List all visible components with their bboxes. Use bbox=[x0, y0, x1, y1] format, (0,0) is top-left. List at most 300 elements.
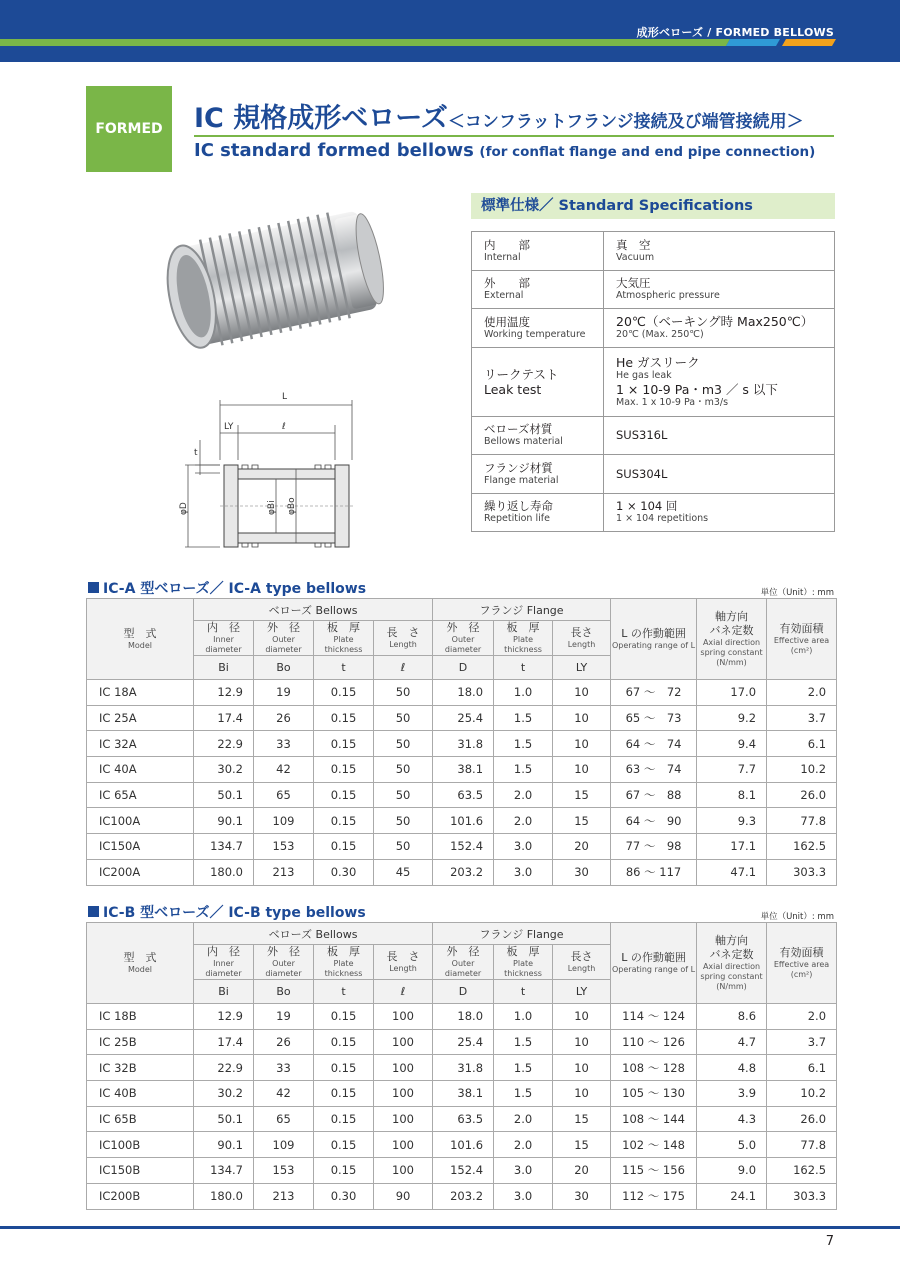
col-area-jp: 有効面積 bbox=[779, 622, 824, 635]
cell-operating-range: 77 ～ 98 bbox=[611, 834, 697, 860]
cell-operating-range: 105 ～ 130 bbox=[611, 1081, 697, 1107]
col-group-flange: フランジ Flange bbox=[433, 599, 611, 621]
col-group-flange: フランジ Flange bbox=[433, 923, 611, 945]
table-a-unit: 単位（Unit）: mm bbox=[760, 588, 834, 598]
cell-flange-outer: 63.5 bbox=[433, 1106, 494, 1132]
cell-flange-outer: 18.0 bbox=[433, 1004, 494, 1030]
cell-length: 100 bbox=[374, 1029, 433, 1055]
table-row bbox=[87, 1055, 837, 1081]
cell-flange-length: 10 bbox=[553, 731, 611, 757]
sym-d: D bbox=[433, 980, 494, 1004]
spec-label-jp: 外 部 bbox=[484, 276, 530, 291]
cell-effective-area: 6.1 bbox=[767, 731, 837, 757]
table-b-title bbox=[88, 902, 366, 922]
cell-operating-range: 108 ～ 144 bbox=[611, 1106, 697, 1132]
cell-length: 45 bbox=[374, 859, 433, 885]
sym-t2: t bbox=[494, 656, 553, 680]
spec-row-temperature bbox=[472, 309, 835, 348]
cell-plate-thickness: 0.15 bbox=[314, 834, 374, 860]
cell-spring-constant: 3.9 bbox=[697, 1081, 767, 1107]
cell-flange-length: 15 bbox=[553, 1106, 611, 1132]
formed-badge: FORMED bbox=[86, 86, 172, 172]
cell-operating-range: 67 ～ 72 bbox=[611, 680, 697, 706]
cell-length: 50 bbox=[374, 834, 433, 860]
sym-t: t bbox=[314, 656, 374, 680]
cell-model: IC100B bbox=[87, 1132, 194, 1158]
col-spring-en: Axial direction spring constant (N/mm) bbox=[700, 962, 763, 991]
square-icon bbox=[88, 906, 99, 917]
spec-value-jp: 真 空 bbox=[616, 237, 651, 252]
cell-flange-outer: 18.0 bbox=[433, 680, 494, 706]
col-outer-en: Outer diameter bbox=[265, 959, 302, 978]
cell-inner-diameter: 50.1 bbox=[194, 1106, 254, 1132]
cell-effective-area: 77.8 bbox=[767, 1132, 837, 1158]
col-range-jp: L の作動範囲 bbox=[621, 627, 686, 640]
cell-operating-range: 63 ～ 74 bbox=[611, 757, 697, 783]
title-en-main: IC standard formed bellows bbox=[194, 140, 474, 161]
cell-plate-thickness: 0.15 bbox=[314, 782, 374, 808]
col-area-jp: 有効面積 bbox=[779, 946, 824, 959]
dim-d-label: φD bbox=[179, 502, 189, 515]
title-rule bbox=[194, 135, 834, 137]
dim-l-label: L bbox=[282, 392, 288, 402]
cell-flange-length: 20 bbox=[553, 1158, 611, 1184]
dim-ell-label: ℓ bbox=[282, 422, 286, 432]
section-label: 成形ベローズ / FORMED BELLOWS bbox=[636, 26, 834, 39]
cell-flange-length: 10 bbox=[553, 1081, 611, 1107]
col-f-length-jp: 長さ bbox=[570, 950, 593, 963]
cell-spring-constant: 47.1 bbox=[697, 859, 767, 885]
spec-label-jp: リークテスト bbox=[484, 366, 559, 382]
table-row bbox=[87, 757, 837, 783]
bellows-photo bbox=[140, 190, 400, 370]
spec-label-en: Flange material bbox=[484, 474, 559, 486]
cell-effective-area: 10.2 bbox=[767, 1081, 837, 1107]
col-f-plate bbox=[494, 945, 553, 980]
cell-model: IC 65A bbox=[87, 782, 194, 808]
sym-bi: Bi bbox=[194, 980, 254, 1004]
sym-bi: Bi bbox=[194, 656, 254, 680]
col-range bbox=[611, 599, 697, 680]
cell-outer-diameter: 109 bbox=[254, 1132, 314, 1158]
cell-flange-outer: 101.6 bbox=[433, 1132, 494, 1158]
cell-inner-diameter: 134.7 bbox=[194, 1158, 254, 1184]
cell-flange-outer: 101.6 bbox=[433, 808, 494, 834]
col-f-length-en: Length bbox=[567, 640, 596, 649]
spec-label-jp: フランジ材質 bbox=[484, 460, 553, 475]
cell-plate-thickness: 0.15 bbox=[314, 757, 374, 783]
dimension-drawing bbox=[170, 385, 370, 555]
cell-length: 50 bbox=[374, 757, 433, 783]
col-f-outer-jp: 外 径 bbox=[446, 945, 480, 958]
table-b bbox=[86, 922, 837, 1210]
cell-flange-thickness: 3.0 bbox=[494, 1158, 553, 1184]
cell-flange-length: 10 bbox=[553, 680, 611, 706]
table-b-unit: 単位（Unit）: mm bbox=[760, 912, 834, 922]
col-outer-jp: 外 径 bbox=[267, 945, 300, 958]
table-row bbox=[87, 705, 837, 731]
cell-operating-range: 86 ～ 117 bbox=[611, 859, 697, 885]
col-f-length-en: Length bbox=[567, 964, 596, 973]
col-plate-jp: 板 厚 bbox=[327, 945, 360, 958]
col-model-jp: 型 式 bbox=[123, 627, 157, 640]
cell-outer-diameter: 33 bbox=[254, 731, 314, 757]
cell-inner-diameter: 180.0 bbox=[194, 859, 254, 885]
cell-effective-area: 26.0 bbox=[767, 1106, 837, 1132]
table-row bbox=[87, 808, 837, 834]
cell-operating-range: 67 ～ 88 bbox=[611, 782, 697, 808]
col-length bbox=[374, 621, 433, 656]
col-area-en: Effective area (cm²) bbox=[773, 636, 830, 655]
spec-row-flange-material bbox=[472, 455, 835, 494]
col-model bbox=[87, 923, 194, 1004]
cell-operating-range: 108 ～ 128 bbox=[611, 1055, 697, 1081]
col-outer-en: Outer diameter bbox=[265, 635, 302, 654]
col-inner-en: Inner diameter bbox=[205, 635, 242, 654]
cell-flange-length: 20 bbox=[553, 834, 611, 860]
sym-d: D bbox=[433, 656, 494, 680]
cell-effective-area: 77.8 bbox=[767, 808, 837, 834]
table-row bbox=[87, 782, 837, 808]
table-a-title bbox=[88, 578, 366, 598]
cell-effective-area: 3.7 bbox=[767, 705, 837, 731]
col-f-outer bbox=[433, 945, 494, 980]
cell-length: 90 bbox=[374, 1183, 433, 1209]
cell-outer-diameter: 153 bbox=[254, 834, 314, 860]
col-inner bbox=[194, 945, 254, 980]
table-row bbox=[87, 1004, 837, 1030]
sym-ly: LY bbox=[553, 656, 611, 680]
col-outer bbox=[254, 621, 314, 656]
col-length-jp: 長 さ bbox=[386, 626, 420, 639]
cell-effective-area: 10.2 bbox=[767, 757, 837, 783]
cell-model: IC 25B bbox=[87, 1029, 194, 1055]
spec-value-jp: 1 × 104 回 bbox=[616, 499, 678, 514]
cell-inner-diameter: 180.0 bbox=[194, 1183, 254, 1209]
page-title-jp bbox=[194, 96, 804, 135]
sym-l: ℓ bbox=[374, 656, 433, 680]
cell-effective-area: 303.3 bbox=[767, 1183, 837, 1209]
cell-plate-thickness: 0.30 bbox=[314, 859, 374, 885]
cell-effective-area: 3.7 bbox=[767, 1029, 837, 1055]
cell-inner-diameter: 17.4 bbox=[194, 705, 254, 731]
cell-plate-thickness: 0.15 bbox=[314, 1158, 374, 1184]
cell-operating-range: 112 ～ 175 bbox=[611, 1183, 697, 1209]
cell-length: 50 bbox=[374, 808, 433, 834]
cell-spring-constant: 7.7 bbox=[697, 757, 767, 783]
table-a bbox=[86, 598, 837, 886]
spec-row-bellows-material bbox=[472, 416, 835, 455]
table-row bbox=[87, 1029, 837, 1055]
spec-value-jp: SUS316L bbox=[616, 428, 668, 443]
cell-plate-thickness: 0.15 bbox=[314, 1132, 374, 1158]
sym-bo: Bo bbox=[254, 656, 314, 680]
cell-operating-range: 114 ～ 124 bbox=[611, 1004, 697, 1030]
cell-inner-diameter: 90.1 bbox=[194, 1132, 254, 1158]
cell-length: 100 bbox=[374, 1081, 433, 1107]
cell-plate-thickness: 0.15 bbox=[314, 1081, 374, 1107]
spec-row-repetition-life bbox=[472, 493, 835, 532]
col-plate bbox=[314, 621, 374, 656]
col-model-jp: 型 式 bbox=[123, 951, 157, 964]
cell-spring-constant: 9.0 bbox=[697, 1158, 767, 1184]
cell-effective-area: 2.0 bbox=[767, 1004, 837, 1030]
cell-outer-diameter: 65 bbox=[254, 782, 314, 808]
cell-flange-thickness: 3.0 bbox=[494, 859, 553, 885]
col-length-en: Length bbox=[389, 964, 417, 973]
col-area bbox=[767, 599, 837, 680]
spec-row-external bbox=[472, 270, 835, 309]
cell-model: IC 18A bbox=[87, 680, 194, 706]
spec-value-en: He gas leak bbox=[616, 369, 672, 381]
table-a-body bbox=[87, 680, 837, 886]
cell-operating-range: 110 ～ 126 bbox=[611, 1029, 697, 1055]
cell-length: 100 bbox=[374, 1158, 433, 1184]
spec-value-en: 20℃ (Max. 250℃) bbox=[616, 329, 704, 341]
col-f-plate-en: Plate thickness bbox=[504, 635, 542, 654]
col-f-length-jp: 長さ bbox=[570, 626, 593, 639]
cell-flange-thickness: 3.0 bbox=[494, 834, 553, 860]
col-group-bellows: ベローズ Bellows bbox=[194, 923, 433, 945]
spec-table bbox=[471, 231, 835, 532]
spec-label-en: Leak test bbox=[484, 381, 542, 397]
cell-flange-outer: 203.2 bbox=[433, 859, 494, 885]
title-jp-main: IC 規格成形ベローズ bbox=[194, 103, 448, 134]
cell-flange-thickness: 2.0 bbox=[494, 782, 553, 808]
spec-value-en: Vacuum bbox=[616, 251, 655, 263]
cell-spring-constant: 5.0 bbox=[697, 1132, 767, 1158]
table-row bbox=[87, 859, 837, 885]
cell-outer-diameter: 42 bbox=[254, 757, 314, 783]
cell-spring-constant: 4.8 bbox=[697, 1055, 767, 1081]
col-f-plate bbox=[494, 621, 553, 656]
cell-length: 50 bbox=[374, 731, 433, 757]
cell-outer-diameter: 153 bbox=[254, 1158, 314, 1184]
cell-outer-diameter: 26 bbox=[254, 1029, 314, 1055]
cell-spring-constant: 9.3 bbox=[697, 808, 767, 834]
spec-label-en: Internal bbox=[484, 251, 521, 263]
spec-row-leak-test bbox=[472, 347, 835, 416]
col-model bbox=[87, 599, 194, 680]
cell-flange-outer: 63.5 bbox=[433, 782, 494, 808]
cell-inner-diameter: 50.1 bbox=[194, 782, 254, 808]
table-row bbox=[87, 834, 837, 860]
col-inner-jp: 内 径 bbox=[207, 621, 240, 634]
cell-inner-diameter: 12.9 bbox=[194, 680, 254, 706]
col-f-outer-en: Outer diameter bbox=[444, 959, 482, 978]
cell-flange-length: 15 bbox=[553, 1132, 611, 1158]
cell-flange-thickness: 2.0 bbox=[494, 1132, 553, 1158]
cell-plate-thickness: 0.15 bbox=[314, 1004, 374, 1030]
cell-flange-outer: 25.4 bbox=[433, 705, 494, 731]
cell-plate-thickness: 0.15 bbox=[314, 731, 374, 757]
col-f-outer-jp: 外 径 bbox=[446, 621, 480, 634]
page-number: 7 bbox=[825, 1234, 834, 1249]
sym-t2: t bbox=[494, 980, 553, 1004]
spec-value-jp2: 1 × 10-9 Pa・m3 ／ s 以下 bbox=[616, 381, 778, 397]
col-inner-jp: 内 径 bbox=[207, 945, 240, 958]
col-f-outer-en: Outer diameter bbox=[444, 635, 482, 654]
cell-flange-thickness: 1.5 bbox=[494, 1029, 553, 1055]
table-row bbox=[87, 1158, 837, 1184]
cell-length: 100 bbox=[374, 1106, 433, 1132]
cell-model: IC 32B bbox=[87, 1055, 194, 1081]
cell-length: 50 bbox=[374, 782, 433, 808]
cell-effective-area: 162.5 bbox=[767, 1158, 837, 1184]
spec-value-jp: 20℃（ベーキング時 Max250℃） bbox=[616, 314, 814, 330]
table-row bbox=[87, 1081, 837, 1107]
col-length-jp: 長 さ bbox=[386, 950, 420, 963]
col-spring-jp2: バネ定数 bbox=[709, 948, 754, 961]
cell-flange-outer: 152.4 bbox=[433, 1158, 494, 1184]
spec-row-internal bbox=[472, 232, 835, 271]
title-jp-sub: ＜コンフラットフランジ接続及び端管接続用＞ bbox=[447, 112, 804, 132]
spec-label-jp: ベローズ材質 bbox=[484, 422, 553, 437]
cell-spring-constant: 17.0 bbox=[697, 680, 767, 706]
col-group-bellows: ベローズ Bellows bbox=[194, 599, 433, 621]
cell-effective-area: 162.5 bbox=[767, 834, 837, 860]
sym-l: ℓ bbox=[374, 980, 433, 1004]
cell-flange-thickness: 1.0 bbox=[494, 680, 553, 706]
cell-flange-outer: 203.2 bbox=[433, 1183, 494, 1209]
cell-plate-thickness: 0.15 bbox=[314, 705, 374, 731]
table-row bbox=[87, 731, 837, 757]
cell-flange-outer: 25.4 bbox=[433, 1029, 494, 1055]
cell-inner-diameter: 17.4 bbox=[194, 1029, 254, 1055]
cell-flange-length: 10 bbox=[553, 1004, 611, 1030]
cell-spring-constant: 4.7 bbox=[697, 1029, 767, 1055]
spec-value-jp: 大気圧 bbox=[616, 276, 651, 291]
header-band bbox=[0, 0, 900, 62]
cell-plate-thickness: 0.15 bbox=[314, 1029, 374, 1055]
cell-flange-thickness: 1.5 bbox=[494, 705, 553, 731]
cell-plate-thickness: 0.15 bbox=[314, 1055, 374, 1081]
cell-model: IC200B bbox=[87, 1183, 194, 1209]
page-title-en bbox=[194, 140, 815, 161]
col-plate-en: Plate thickness bbox=[324, 635, 363, 654]
col-range bbox=[611, 923, 697, 1004]
cell-outer-diameter: 65 bbox=[254, 1106, 314, 1132]
cell-flange-thickness: 1.5 bbox=[494, 731, 553, 757]
cell-outer-diameter: 19 bbox=[254, 680, 314, 706]
cell-operating-range: 102 ～ 148 bbox=[611, 1132, 697, 1158]
cell-flange-thickness: 1.5 bbox=[494, 1081, 553, 1107]
cell-length: 50 bbox=[374, 705, 433, 731]
cell-model: IC150A bbox=[87, 834, 194, 860]
col-f-length bbox=[553, 621, 611, 656]
table-b-body bbox=[87, 1004, 837, 1210]
cell-inner-diameter: 22.9 bbox=[194, 1055, 254, 1081]
col-plate-jp: 板 厚 bbox=[327, 621, 360, 634]
col-spring-jp1: 軸方向 bbox=[715, 934, 749, 947]
col-spring bbox=[697, 599, 767, 680]
cell-outer-diameter: 26 bbox=[254, 705, 314, 731]
cell-operating-range: 65 ～ 73 bbox=[611, 705, 697, 731]
cell-flange-length: 30 bbox=[553, 859, 611, 885]
cell-model: IC200A bbox=[87, 859, 194, 885]
col-outer-jp: 外 径 bbox=[267, 621, 300, 634]
cell-model: IC 40A bbox=[87, 757, 194, 783]
spec-value-en: 1 × 104 repetitions bbox=[616, 513, 709, 525]
cell-flange-length: 30 bbox=[553, 1183, 611, 1209]
col-plate bbox=[314, 945, 374, 980]
spec-label-jp: 使用温度 bbox=[484, 314, 530, 329]
cell-spring-constant: 8.1 bbox=[697, 782, 767, 808]
dim-bo-label: φBo bbox=[287, 497, 297, 515]
cell-spring-constant: 24.1 bbox=[697, 1183, 767, 1209]
cell-model: IC 32A bbox=[87, 731, 194, 757]
cell-spring-constant: 9.4 bbox=[697, 731, 767, 757]
cell-outer-diameter: 19 bbox=[254, 1004, 314, 1030]
cell-spring-constant: 4.3 bbox=[697, 1106, 767, 1132]
col-model-en: Model bbox=[127, 641, 153, 650]
table-row bbox=[87, 1132, 837, 1158]
cell-plate-thickness: 0.15 bbox=[314, 808, 374, 834]
cell-length: 100 bbox=[374, 1055, 433, 1081]
header-stripe bbox=[0, 39, 900, 46]
cell-outer-diameter: 213 bbox=[254, 1183, 314, 1209]
spec-label-en: Repetition life bbox=[484, 513, 550, 525]
spec-label-en: Working temperature bbox=[484, 328, 586, 340]
spec-label-en: External bbox=[484, 290, 524, 302]
col-spring-jp1: 軸方向 bbox=[715, 610, 749, 623]
cell-operating-range: 115 ～ 156 bbox=[611, 1158, 697, 1184]
cell-outer-diameter: 213 bbox=[254, 859, 314, 885]
cell-inner-diameter: 22.9 bbox=[194, 731, 254, 757]
cell-flange-outer: 38.1 bbox=[433, 1081, 494, 1107]
cell-plate-thickness: 0.30 bbox=[314, 1183, 374, 1209]
col-f-outer bbox=[433, 621, 494, 656]
cell-operating-range: 64 ～ 90 bbox=[611, 808, 697, 834]
cell-length: 100 bbox=[374, 1004, 433, 1030]
col-model-en: Model bbox=[127, 965, 153, 974]
cell-flange-length: 15 bbox=[553, 808, 611, 834]
spec-label-jp: 内 部 bbox=[484, 237, 530, 252]
cell-flange-thickness: 1.5 bbox=[494, 757, 553, 783]
col-spring-jp2: バネ定数 bbox=[709, 624, 754, 637]
cell-flange-outer: 152.4 bbox=[433, 834, 494, 860]
cell-flange-thickness: 1.5 bbox=[494, 1055, 553, 1081]
sym-ly: LY bbox=[553, 980, 611, 1004]
cell-flange-length: 15 bbox=[553, 782, 611, 808]
cell-flange-thickness: 3.0 bbox=[494, 1183, 553, 1209]
col-f-length bbox=[553, 945, 611, 980]
cell-spring-constant: 8.6 bbox=[697, 1004, 767, 1030]
cell-flange-thickness: 2.0 bbox=[494, 1106, 553, 1132]
col-range-en: Operating range of L bbox=[612, 641, 696, 650]
cell-spring-constant: 17.1 bbox=[697, 834, 767, 860]
cell-flange-outer: 31.8 bbox=[433, 731, 494, 757]
dim-bi-label: φBi bbox=[267, 500, 277, 515]
cell-flange-thickness: 1.0 bbox=[494, 1004, 553, 1030]
cell-inner-diameter: 12.9 bbox=[194, 1004, 254, 1030]
cell-outer-diameter: 109 bbox=[254, 808, 314, 834]
sym-t: t bbox=[314, 980, 374, 1004]
cell-flange-outer: 31.8 bbox=[433, 1055, 494, 1081]
cell-inner-diameter: 30.2 bbox=[194, 1081, 254, 1107]
table-a-title-text: IC-A 型ベローズ／ IC-A type bellows bbox=[103, 581, 367, 597]
spec-value-en2: Max. 1 x 10-9 Pa・m3/s bbox=[616, 396, 729, 408]
spec-value-jp: SUS304L bbox=[616, 466, 668, 481]
cell-model: IC100A bbox=[87, 808, 194, 834]
spec-value-en: Atmospheric pressure bbox=[616, 290, 720, 302]
cell-model: IC 40B bbox=[87, 1081, 194, 1107]
cell-flange-length: 10 bbox=[553, 1029, 611, 1055]
cell-length: 100 bbox=[374, 1132, 433, 1158]
col-spring bbox=[697, 923, 767, 1004]
cell-inner-diameter: 90.1 bbox=[194, 808, 254, 834]
col-inner bbox=[194, 621, 254, 656]
